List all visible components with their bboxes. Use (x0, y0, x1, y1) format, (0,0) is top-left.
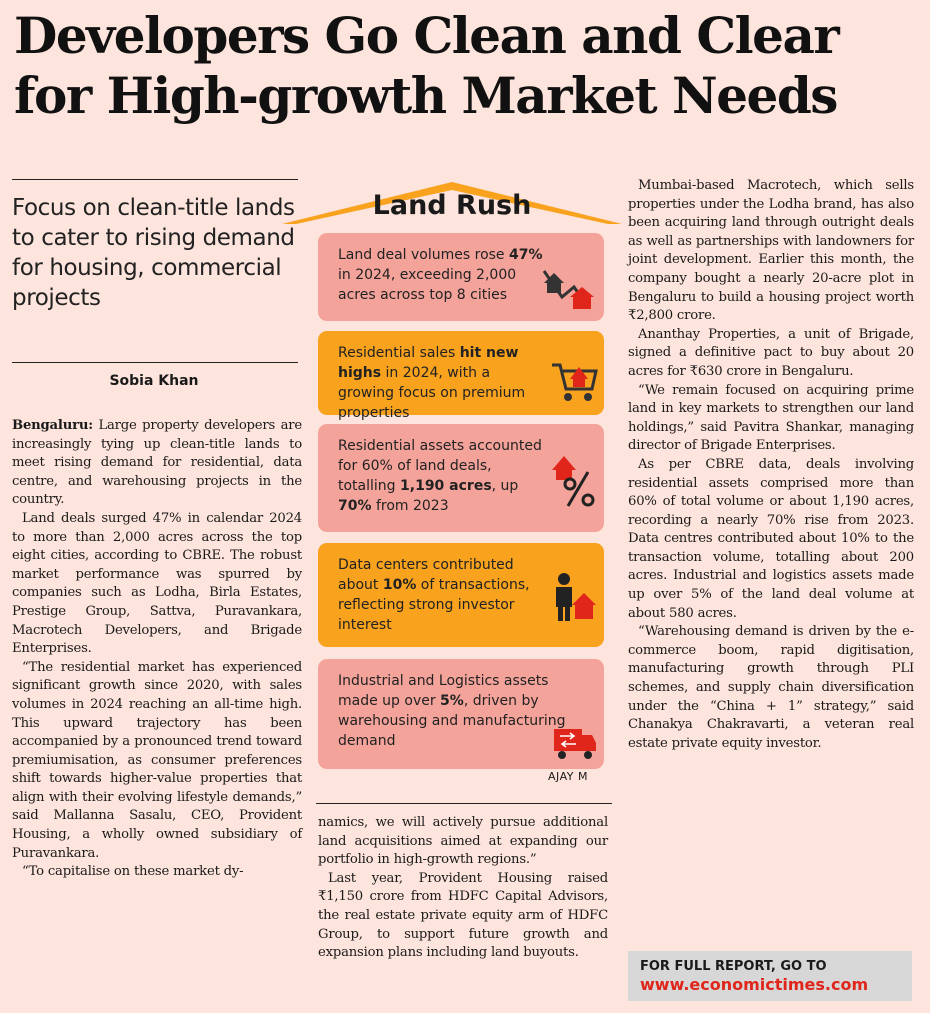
paragraph: Mumbai-based Macrotech, which sells properties under the Lodha brand, has also been acquiring land through outright deals as well as partnerships with landowners for joint development. Earlier this month, the company bought a nearly 20-acre plot in Bengaluru to build a housing project worth ₹2,800 crore. (628, 178, 914, 324)
paragraph: Last year, Provident Housing raised ₹1,150 crore from HDFC Capital Advisors, the real estate private equity arm of HDFC Group, to support future growth and expansion plans including land buyouts. (318, 870, 608, 961)
article-column-2 (318, 814, 608, 963)
paragraph: “To capitalise on these market dy- (22, 864, 244, 880)
house-graph-icon (540, 263, 598, 311)
article-column-1 (12, 417, 302, 882)
stat-card-residential-assets (318, 424, 604, 532)
paragraph-text: Large property developers are increasingly tying up clean-title lands to meet rising demand for residential, data centre, and warehousing projects in the country. (12, 418, 302, 508)
article-column-3 (628, 177, 914, 753)
stat-card-residential-sales (318, 331, 604, 421)
headline-line-1: Developers Go Clean and Clear (14, 6, 839, 65)
paragraph (12, 417, 302, 510)
graphic-credit: AJAY M (548, 770, 588, 783)
stat-card-text: Land deal volumes rose 47% in 2024, exceeding 2,000 acres across top 8 cities (338, 247, 543, 303)
stat-card-data-centers (318, 543, 604, 647)
column-2-rule (316, 803, 612, 804)
paragraph: “The residential market has experienced significant growth since 2020, with sales volumes in 2024 reaching an all-time high. This upward trajectory has been accompanied by a pronounced trend toward premiumisation, as consumer preferences shift towards higher-value properties that align with their evolving lifestyle demands,” said Mallanna Sasalu, CEO, Provident Housing, a wholly owned subsidiary of Puravankara. (12, 659, 302, 861)
paragraph: “We remain focused on acquiring prime land in key markets to strengthen our land holdings,” said Pavitra Shankar, managing director of Brigade Enterprises. (628, 382, 914, 454)
paragraph: Ananthay Properties, a unit of Brigade, signed a definitive pact to buy about 20 acres for ₹630 crore in Bengaluru. (628, 326, 914, 379)
paragraph: “Warehousing demand is driven by the e-commerce boom, rapid digitisation, manufacturing growth through PLI schemes, and supply chain diversification under the “China + 1” strategy,” said Chanakya Chakravarti, a veteran real estate private equity investor. (628, 624, 914, 751)
truck-icon (552, 723, 598, 763)
stat-card-land-volume (318, 233, 604, 321)
stat-card-text: Residential sales hit new highs in 2024, with a growing focus on premium properties (338, 345, 526, 421)
paragraph: As per CBRE data, deals involving residential assets comprised more than 60% of total volume or about 1,190 acres, recording a nearly 70% rise from 2023. Data centres contributed about 10% to the transaction volume, totalling about 200 acres. Industrial and logistics assets made up over 5% of the land deal volume at about 580 acres. (628, 456, 914, 621)
stat-card-text: Industrial and Logistics assets made up over 5%, driven by warehousing and manufacturing demand (338, 673, 566, 749)
stat-card-text: Data centers contributed about 10% of transactions, reflecting strong investor interest (338, 557, 530, 633)
stat-card-industrial (318, 659, 604, 769)
headline-line-2: for High-growth Market Needs (14, 66, 837, 125)
deck-bottom-rule (12, 362, 298, 363)
cart-house-icon (550, 359, 598, 405)
dateline: Bengaluru: (12, 418, 93, 433)
deck: Focus on clean-title lands to cater to rising demand for housing, commercial projects (12, 195, 295, 311)
paragraph: namics, we will actively pursue additional land acquisitions aimed at expanding our portfolio in high-growth regions.” (318, 815, 608, 868)
house-percent-icon (550, 450, 598, 510)
paragraph: Land deals surged 47% in calendar 2024 to more than 2,000 acres across the top eight cities, according to CBRE. The robust market performance was spurred by companies such as Lodha, Birla Estates, Prestige Group, Sattva, Puravankara, Macrotech Developers, and Brigade Enterprises. (12, 510, 302, 657)
promo-label: FOR FULL REPORT, GO TO (640, 959, 827, 974)
deck-top-rule (12, 179, 298, 180)
stat-card-text: Residential assets accounted for 60% of land deals, totalling 1,190 acres, up 70% from 2023 (338, 438, 542, 514)
investor-house-icon (550, 571, 598, 623)
graphic-title: Land Rush (372, 190, 532, 221)
promo-link[interactable]: www.economictimes.com (640, 975, 869, 994)
full-report-promo[interactable] (628, 951, 912, 1001)
byline: Sobia Khan (109, 373, 199, 389)
headline (14, 6, 919, 126)
land-rush-roof (282, 178, 622, 228)
